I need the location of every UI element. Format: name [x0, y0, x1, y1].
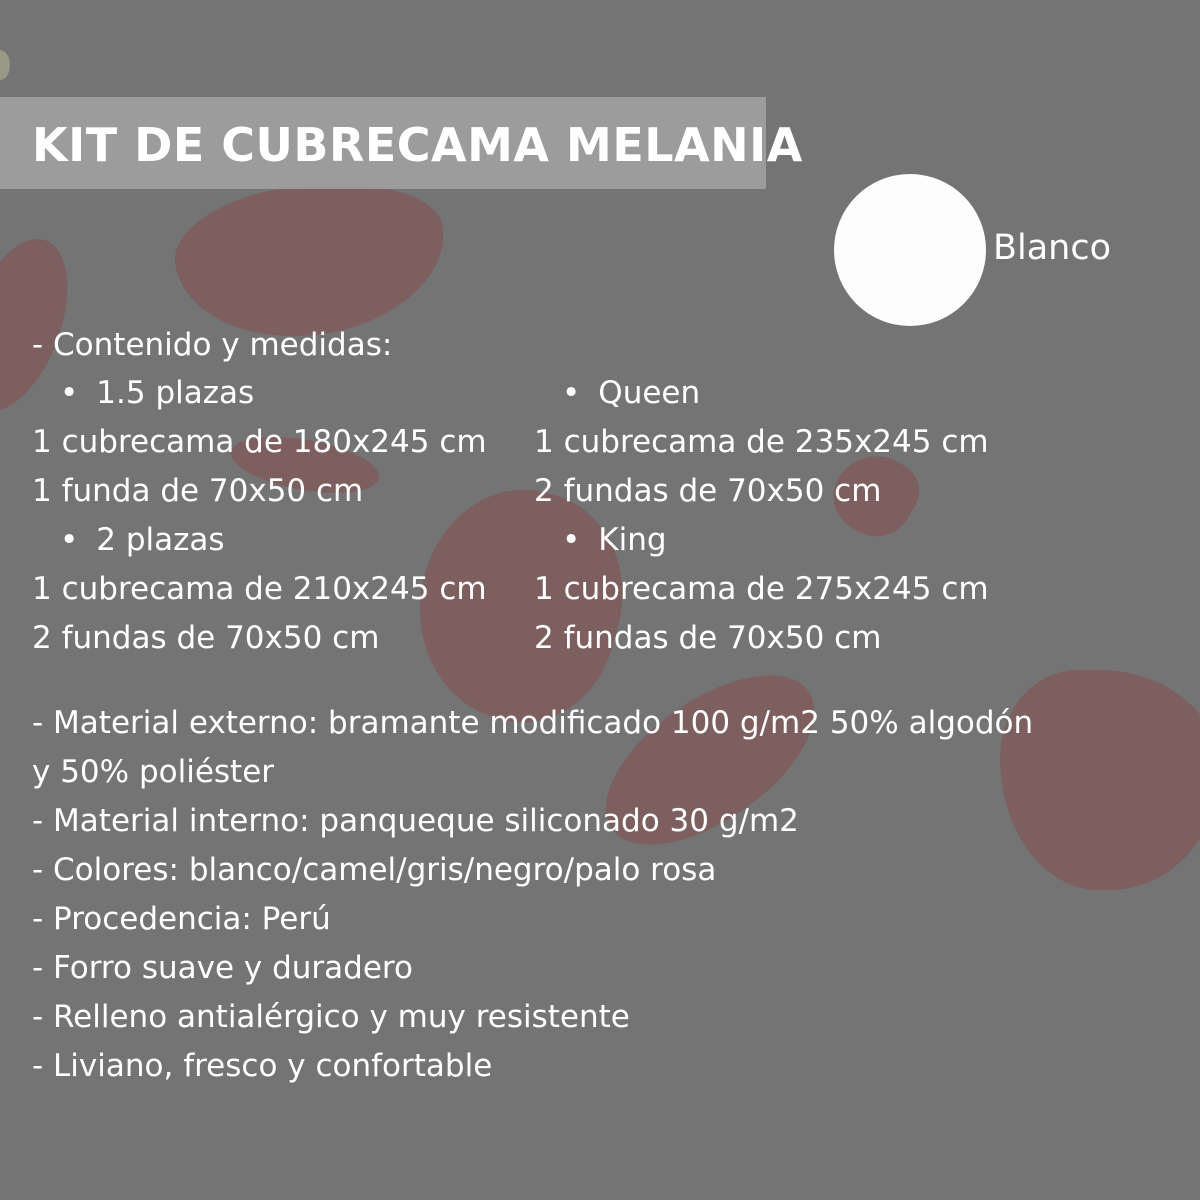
size-line: 1 cubrecama de 235x245 cm	[534, 424, 989, 460]
size-name-1-5-plazas: • 1.5 plazas	[60, 378, 254, 409]
rose-petal-decoration	[167, 167, 455, 353]
feature-line: - Material interno: panqueque siliconado 30 g/m2	[32, 803, 799, 839]
size-line: 1 funda de 70x50 cm	[32, 473, 364, 509]
color-swatch-label: Blanco	[993, 228, 1112, 268]
contents-heading: - Contenido y medidas:	[32, 327, 393, 363]
product-title: KIT DE CUBRECAMA MELANIA	[32, 118, 803, 172]
rose-petal-decoration	[577, 642, 842, 878]
size-name-2-plazas: • 2 plazas	[60, 525, 225, 556]
feature-line: y 50% poliéster	[32, 754, 275, 790]
size-line: 1 cubrecama de 210x245 cm	[32, 571, 487, 607]
size-line: 2 fundas de 70x50 cm	[534, 620, 882, 656]
color-swatch-white	[834, 174, 986, 326]
size-line: 1 cubrecama de 275x245 cm	[534, 571, 989, 607]
feature-line: - Procedencia: Perú	[32, 901, 331, 937]
rose-petal-decoration	[1000, 670, 1200, 890]
size-line: 2 fundas de 70x50 cm	[32, 620, 380, 656]
size-line: 2 fundas de 70x50 cm	[534, 473, 882, 509]
size-name-king: • King	[562, 525, 667, 556]
size-line: 1 cubrecama de 180x245 cm	[32, 424, 487, 460]
feature-line: - Forro suave y duradero	[32, 950, 413, 986]
feature-line: - Colores: blanco/camel/gris/negro/palo rosa	[32, 852, 717, 888]
feature-line: - Material externo: bramante modificado 100 g/m2 50% algodón	[32, 705, 1034, 741]
feature-line: - Relleno antialérgico y muy resistente	[32, 999, 630, 1035]
feature-line: - Liviano, fresco y confortable	[32, 1048, 493, 1084]
size-name-queen: • Queen	[562, 378, 700, 409]
rose-petal-decoration	[0, 50, 10, 80]
